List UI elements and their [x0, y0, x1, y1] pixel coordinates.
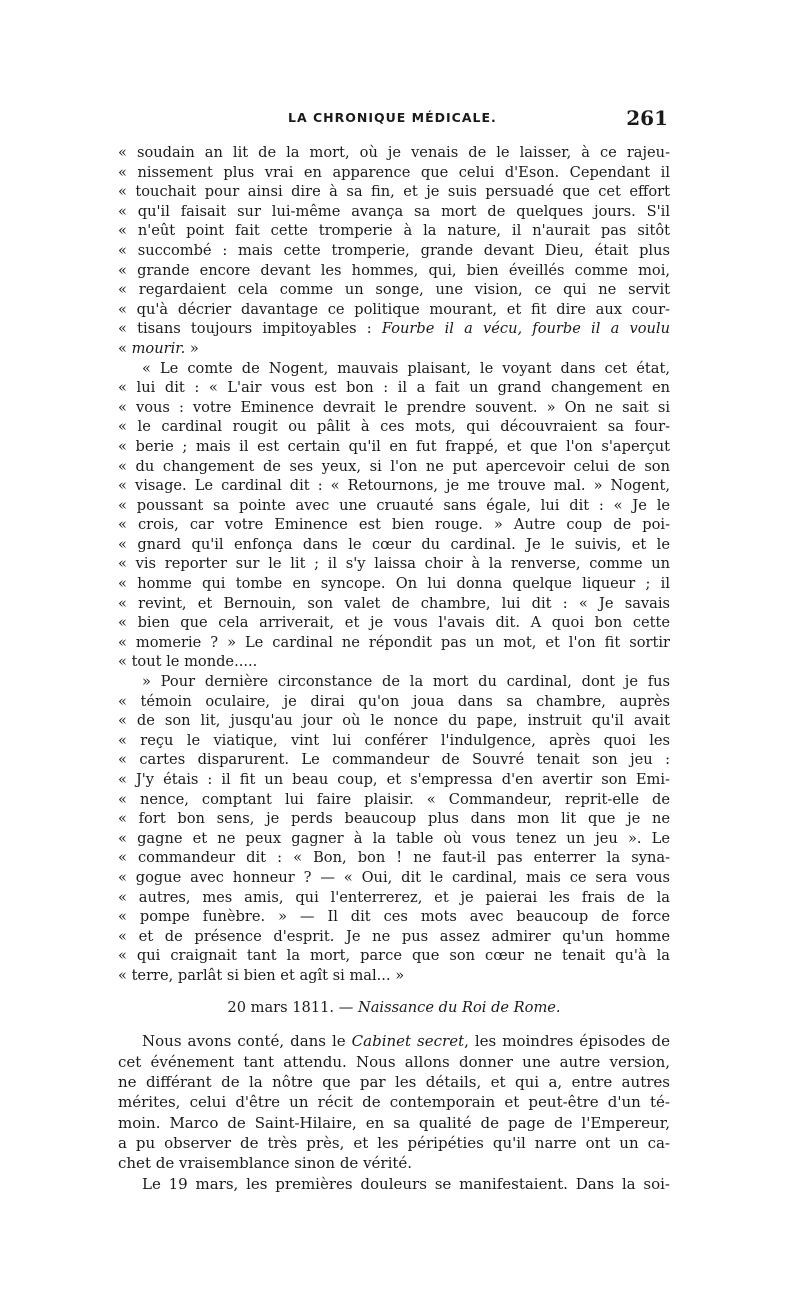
- text-line: [118, 1174, 670, 1194]
- section-date: 20 mars 1811. —: [227, 998, 358, 1016]
- text-line: [118, 711, 670, 731]
- quoted-passage: [118, 143, 670, 986]
- text-line: [118, 692, 670, 712]
- text-line: [118, 496, 670, 516]
- italic-text: Cabinet secret: [351, 1032, 465, 1051]
- line-text: « touchait pour ainsi dire à sa fin, et je suis persuadé que cet effort: [118, 183, 670, 201]
- line-text: « le cardinal rougit ou pâlit à ces mots, qui découvraient sa four-: [118, 418, 670, 436]
- text-line: [118, 417, 670, 437]
- text-line: [118, 652, 670, 672]
- text-line: [118, 476, 670, 496]
- line-text: « crois, car votre Eminence est bien rouge. » Autre coup de poi-: [118, 516, 670, 534]
- line-text: « soudain an lit de la mort, où je venais de le laisser, à ce rajeu-: [118, 144, 670, 161]
- text-line: [118, 261, 670, 281]
- section-title: Naissance du Roi de Rome.: [357, 998, 561, 1016]
- text-line: [118, 1113, 670, 1133]
- line-text: « bien que cela arriverait, et je vous l'avais dit. A quoi bon cette: [118, 614, 670, 632]
- text-line: [118, 848, 670, 868]
- text-line: [118, 927, 670, 947]
- line-text: « reçu le viatique, vint lui conférer l'indulgence, après quoi les: [118, 731, 670, 749]
- narrative-passage: [118, 1031, 670, 1194]
- line-text: »: [185, 339, 199, 357]
- text-line: [118, 633, 670, 653]
- line-text: « revint, et Bernouin, son valet de chambre, lui dit : « Je savais: [118, 594, 670, 612]
- line-text: « qu'à décrier davantage ce politique mourant, et fit dire aux cour-: [118, 300, 670, 318]
- text-line: [118, 241, 670, 261]
- line-text: « grande encore devant les hommes, qui, bien éveillés comme moi,: [118, 261, 670, 279]
- text-line: [118, 163, 670, 183]
- line-text: « et de présence d'esprit. Je ne pus assez admirer qu'un homme: [118, 927, 670, 945]
- line-text: « autres, mes amis, qui l'enterrerez, et je paierai les frais de la: [118, 888, 670, 906]
- text-line: [118, 300, 670, 320]
- line-text: « qui craignait tant la mort, parce que son cœur ne tenait qu'à la: [118, 947, 670, 965]
- text-line: [118, 319, 670, 339]
- line-text: « n'eût point fait cette tromperie à la nature, il n'aurait pas sitôt: [118, 222, 670, 240]
- line-text: « tisans toujours impitoyables :: [118, 320, 382, 338]
- text-line: [118, 888, 670, 908]
- line-text: « homme qui tombe en syncope. On lui donna quelque liqueur ; il: [118, 575, 670, 593]
- line-text: , les moindres épisodes de: [464, 1032, 670, 1051]
- line-text: « vis reporter sur le lit ; il s'y laissa choir à la renverse, comme un: [118, 555, 670, 573]
- line-text: « vous : votre Eminence devrait le prendre souvent. » On ne sait si: [118, 398, 670, 416]
- line-text: « du changement de ses yeux, si l'on ne put apercevoir celui de son: [118, 457, 670, 475]
- text-line: [118, 829, 670, 849]
- text-line: [118, 437, 670, 457]
- text-line: [118, 1133, 670, 1153]
- text-line: [118, 535, 670, 555]
- line-text: « gogue avec honneur ? — « Oui, dit le cardinal, mais ce sera vous: [118, 868, 670, 886]
- italic-text: mourir.: [131, 339, 186, 357]
- line-text: moin. Marco de Saint-Hilaire, en sa qualité de page de l'Empereur,: [118, 1113, 670, 1132]
- text-line: [118, 1052, 670, 1072]
- line-text: « visage. Le cardinal dit : « Retournons, je me trouve mal. » Nogent,: [118, 477, 670, 495]
- text-line: [118, 202, 670, 222]
- text-line: [118, 554, 670, 574]
- text-line: [118, 868, 670, 888]
- text-line: [118, 339, 670, 359]
- line-text: chet de vraisemblance sinon de vérité.: [118, 1154, 413, 1173]
- line-text: Nous avons conté, dans le: [142, 1032, 352, 1051]
- text-line: [118, 750, 670, 770]
- text-line: [118, 398, 670, 418]
- text-line: [118, 359, 670, 379]
- line-text: « poussant sa pointe avec une cruauté sans égale, lui dit : « Je le: [118, 496, 670, 514]
- line-text: « tout le monde.....: [118, 653, 258, 671]
- line-text: » Pour dernière circonstance de la mort du cardinal, dont je fus: [142, 673, 670, 691]
- text-line: [118, 809, 670, 829]
- text-line: [118, 1031, 670, 1051]
- line-text: « de son lit, jusqu'au jour où le nonce du pape, instruit qu'il avait: [118, 712, 670, 730]
- running-header: [118, 108, 670, 134]
- section-heading: [118, 998, 670, 1018]
- text-line: [118, 672, 670, 692]
- line-text: « gnard qu'il enfonça dans le cœur du cardinal. Je le suivis, et le: [118, 535, 670, 553]
- text-line: [118, 378, 670, 398]
- text-line: [118, 221, 670, 241]
- line-text: « berie ; mais il est certain qu'il en fut frappé, et que l'on s'aperçut: [118, 437, 670, 455]
- running-title: LA CHRONIQUE MÉDICALE.: [288, 110, 497, 125]
- italic-text: Fourbe il a vécu, fourbe il a voulu: [381, 320, 670, 338]
- text-line: [118, 790, 670, 810]
- line-text: « commandeur dit : « Bon, bon ! ne faut-il pas enterrer la syna-: [118, 849, 670, 867]
- line-text: « lui dit : « L'air vous est bon : il a fait un grand changement en: [118, 379, 670, 397]
- line-text: « nissement plus vrai en apparence que celui d'Eson. Cependant il: [118, 163, 670, 181]
- line-text: « momerie ? » Le cardinal ne répondit pas un mot, et l'on fit sortir: [118, 633, 670, 651]
- text-line: [118, 770, 670, 790]
- text-line: [118, 946, 670, 966]
- line-text: « cartes disparurent. Le commandeur de Souvré tenait son jeu :: [118, 751, 670, 769]
- text-line: [118, 594, 670, 614]
- text-line: [118, 143, 670, 163]
- line-text: «: [118, 339, 132, 357]
- line-text: mérites, celui d'être un récit de contemporain et peut-être d'un té-: [118, 1093, 670, 1112]
- text-line: [118, 1153, 670, 1173]
- line-text: « nence, comptant lui faire plaisir. « Commandeur, reprit-elle de: [118, 790, 670, 808]
- line-text: « pompe funèbre. » — Il dit ces mots avec beaucoup de force: [118, 908, 670, 926]
- line-text: a pu observer de très près, et les péripéties qu'il narre ont un ca-: [118, 1134, 670, 1153]
- text-line: [118, 613, 670, 633]
- text-line: [118, 515, 670, 535]
- text-line: [118, 457, 670, 477]
- line-text: « regardaient cela comme un songe, une vision, ce qui ne servit: [118, 281, 670, 299]
- line-text: « gagne et ne peux gagner à la table où vous tenez un jeu ». Le: [118, 829, 670, 847]
- text-line: [118, 280, 670, 300]
- line-text: cet événement tant attendu. Nous allons donner une autre version,: [118, 1052, 670, 1071]
- text-line: [118, 1072, 670, 1092]
- body-text: [118, 143, 670, 1194]
- line-text: ne différant de la nôtre que par les détails, et qui a, entre autres: [118, 1072, 670, 1091]
- text-line: [118, 1092, 670, 1112]
- line-text: « fort bon sens, je perds beaucoup plus dans mon lit que je ne: [118, 810, 670, 828]
- text-line: [118, 907, 670, 927]
- text-line: [118, 966, 670, 986]
- text-line: [118, 182, 670, 202]
- line-text: « J'y étais : il fit un beau coup, et s'empressa d'en avertir son Emi-: [118, 771, 670, 788]
- line-text: « succombé : mais cette tromperie, grande devant Dieu, était plus: [118, 241, 670, 259]
- line-text: Le 19 mars, les premières douleurs se manifestaient. Dans la soi-: [142, 1174, 670, 1193]
- line-text: « Le comte de Nogent, mauvais plaisant, le voyant dans cet état,: [142, 359, 670, 377]
- page-number: 261: [626, 106, 668, 130]
- text-line: [118, 731, 670, 751]
- text-line: [118, 574, 670, 594]
- line-text: « terre, parlât si bien et agît si mal... »: [118, 966, 405, 984]
- line-text: « témoin oculaire, je dirai qu'on joua dans sa chambre, auprès: [118, 692, 670, 710]
- line-text: « qu'il faisait sur lui-même avança sa mort de quelques jours. S'il: [118, 202, 670, 220]
